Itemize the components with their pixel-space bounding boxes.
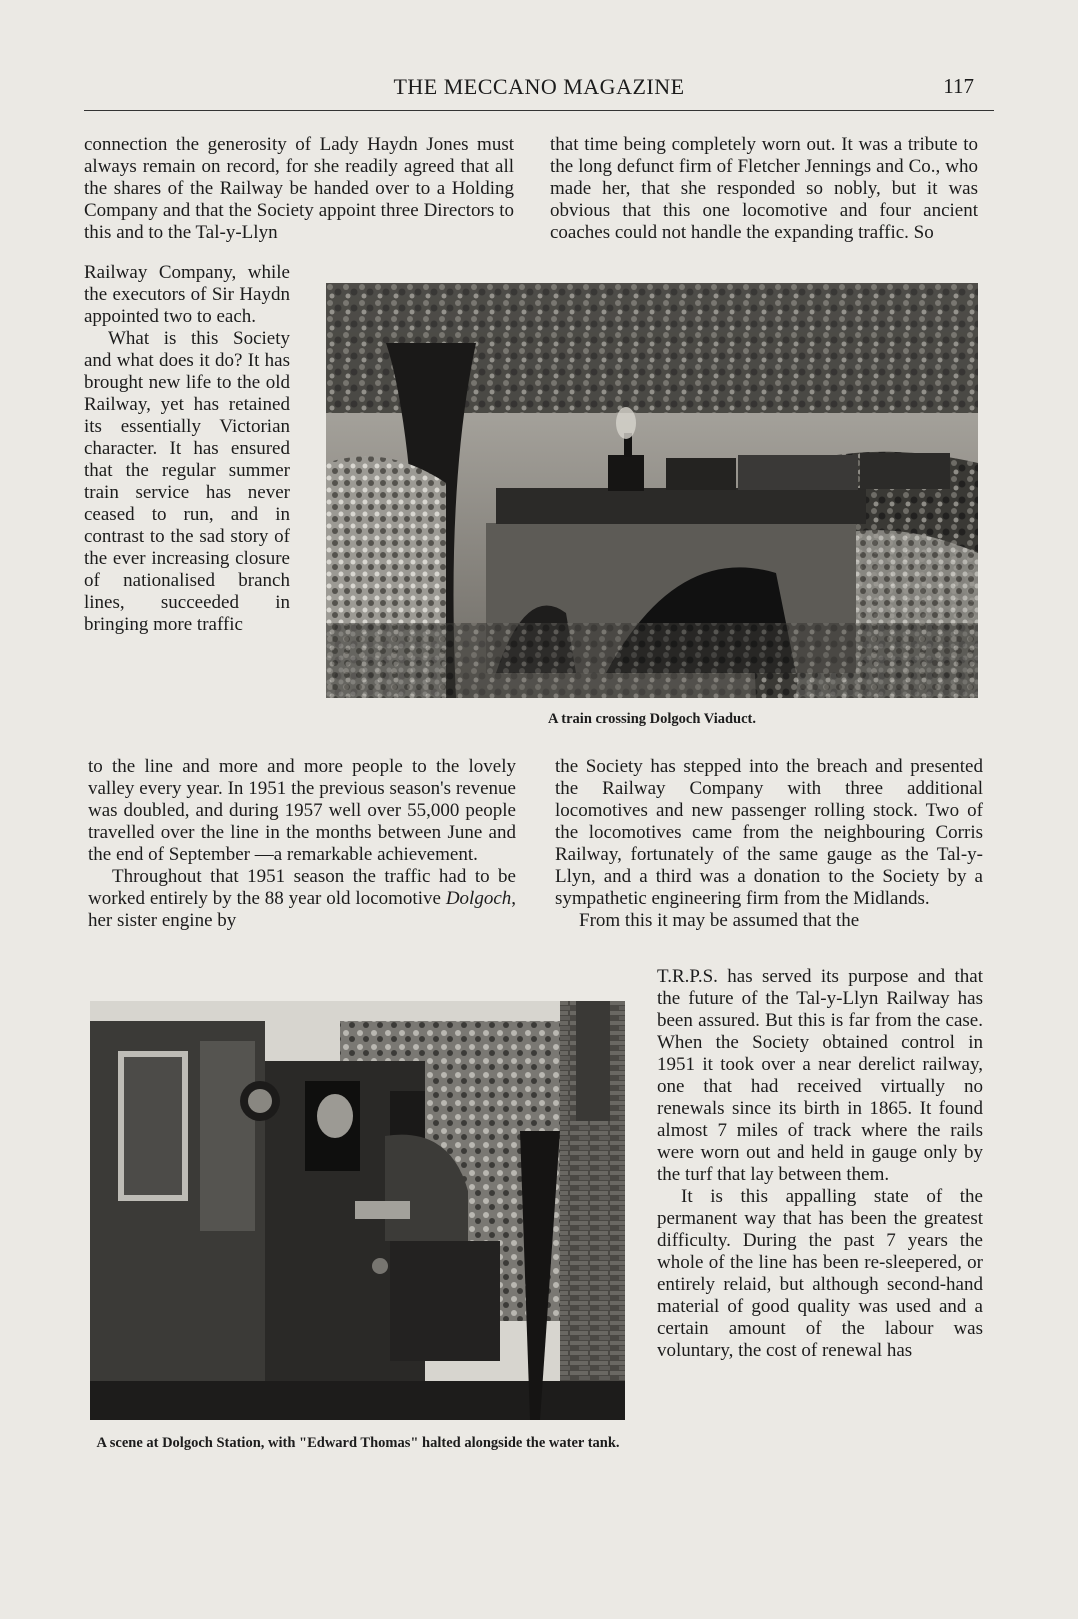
page-header — [84, 74, 994, 108]
narrow-para-1: Railway Company, while the executors of Sir Haydn appointed two to each. — [84, 262, 290, 327]
narrow-para-2: What is this Society and what does it do? It has brought new life to the old Railway, yet has retained its essentially Victorian character. It has ensured that the regular summer train service has never ceased to run, and in contrast to the sad story of the ever increasing closure of nationalised branch lines, succeeded in bringing more traffic — [84, 328, 290, 635]
viaduct-caption: A train crossing Dolgoch Viaduct. — [548, 711, 756, 727]
viaduct-photo — [326, 283, 978, 698]
right-bottom-para-3: It is this appalling state of the permanent way that has been the greatest difficulty. During the past 7 years the whole of the line has been re-sleepered, or entirely relaid, but although second-hand material of good quality was used and a certain amount of the labour was voluntary, the cost of renewal has — [657, 1186, 983, 1361]
header-rule — [84, 110, 994, 111]
narrow-column — [84, 262, 290, 636]
column-right-bottom — [657, 966, 983, 1362]
page-number: 117 — [943, 74, 974, 98]
column-left-top: connection the generosity of Lady Haydn Jones must always remain on record, for she readily agreed that all the shares of the Railway be handed over to a Holding Company and that the Society appoint three Directors to this and to the Tal-y-Llyn — [84, 134, 514, 243]
magazine-title: THE MECCANO MAGAZINE — [393, 74, 685, 99]
column-right-top: that time being completely worn out. It was a tribute to the long defunct firm of Fletcher Jennings and Co., who made her, that she responded so nobly, but it was obvious that this one locomotive and four ancient coaches could not handle the expanding traffic. So — [550, 134, 978, 243]
station-photo — [90, 1001, 625, 1420]
right-middle-para-2-start: From this it may be assumed that the — [579, 910, 860, 931]
left-middle-para-1: to the line and more and more people to the lovely valley every year. In 1951 the previous season's revenue was doubled, and during 1957 well over 55,000 people travelled over the line in the months between June and the end of September —a remarkable achievement. — [88, 756, 516, 865]
station-caption: A scene at Dolgoch Station, with "Edward Thomas" halted alongside the water tank. — [96, 1435, 620, 1451]
station-photo-image — [90, 1001, 625, 1420]
column-left-middle — [88, 756, 516, 932]
right-middle-para-1: the Society has stepped into the breach and presented the Railway Company with three additional locomotives and new passenger rolling stock. Two of the locomotives came from the neighbouring Corris Railway, fortunately of the same gauge as the Tal-y-Llyn, and a third was a donation to the Society by a sympathetic engineering firm from the Midlands. — [555, 756, 983, 909]
left-middle-para-2: Throughout that 1951 season the traffic had to be worked entirely by the 88 year old locomotive Dolgoch, her sister engine by — [88, 866, 516, 931]
locomotive-name: Dolgoch — [445, 888, 512, 909]
right-bottom-para-2: T.R.P.S. has served its purpose and that the future of the Tal-y-Llyn Railway has been assured. But this is far from the case. When the Society obtained control in 1951 it took over a near derelict railway, one that had received virtually no renewals since its birth in 1865. It found almost 7 miles of track where the rails were worn out and held in gauge only by the turf that lay between them. — [657, 966, 983, 1185]
column-right-middle — [555, 756, 983, 932]
viaduct-photo-image — [326, 283, 978, 698]
